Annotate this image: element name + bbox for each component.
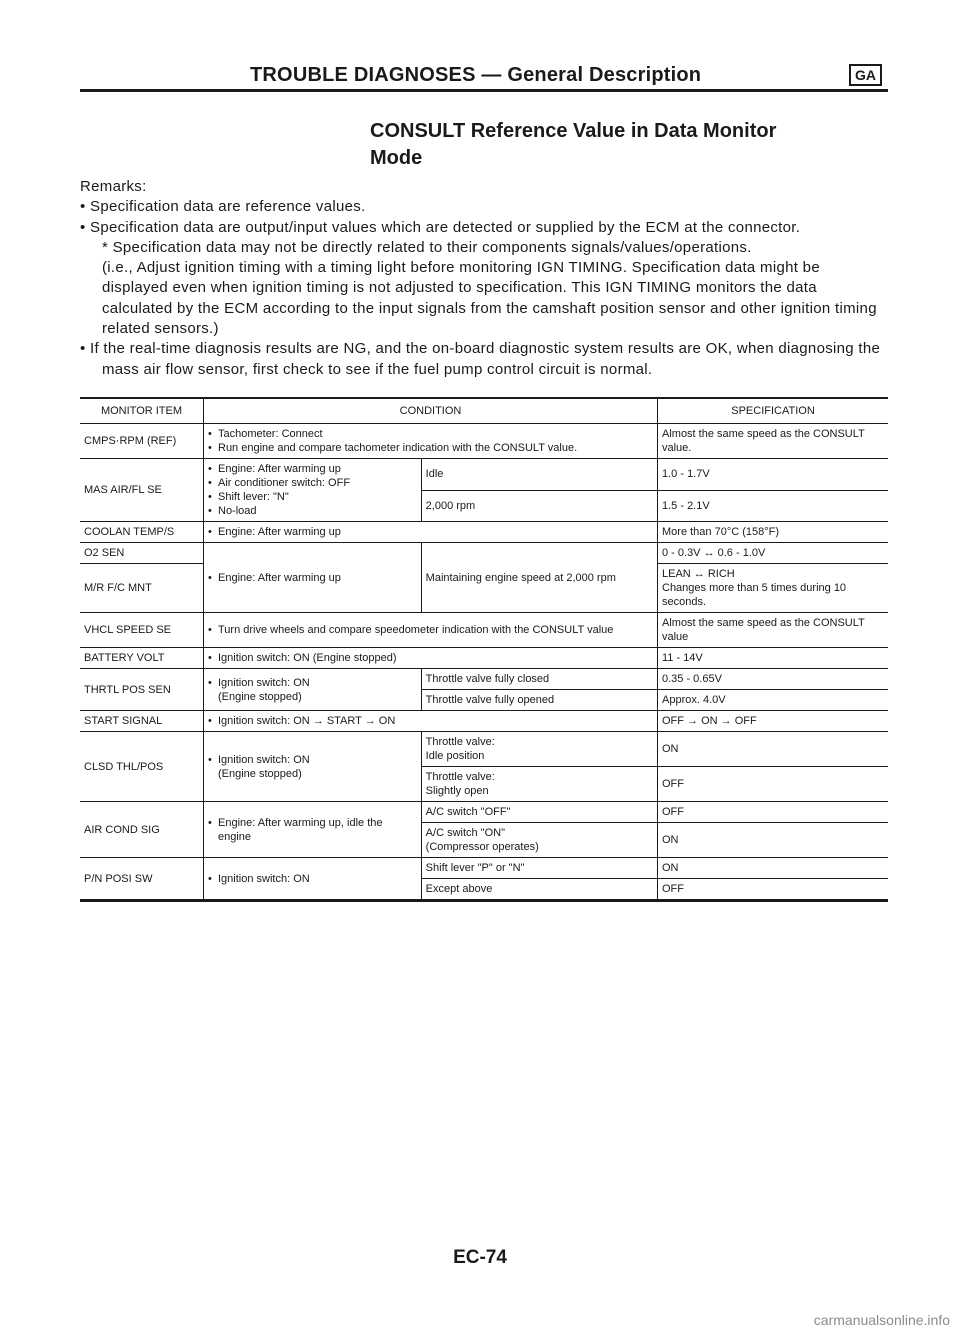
table-row: [80, 858, 888, 879]
remark-note-detail: (i.e., Adjust ignition timing with a timing light before monitoring IGN TIMING. Specification data might be displayed even when ignition timing is not adjusted to specification. This IGN TIMING monitors the data calculated by the ECM according to the input signals from the camshaft position sensor and other ignition timing related sensors.): [102, 259, 877, 338]
sub-condition: Shift lever "P" or "N": [421, 858, 657, 879]
specification: 0.35 - 0.65V: [658, 669, 889, 690]
monitor-item: THRTL POS SEN: [80, 669, 204, 711]
sub-condition: Throttle valve fully opened: [421, 690, 657, 711]
condition: • Turn drive wheels and compare speedometer indication with the CONSULT value: [204, 613, 658, 648]
monitor-item: AIR COND SIG: [80, 802, 204, 858]
condition: • Engine: After warming up • Air conditioner switch: OFF • Shift lever: "N" • No-load: [204, 459, 422, 522]
header-monitor-item: MONITOR ITEM: [80, 398, 204, 424]
monitor-item: CMPS·RPM (REF): [80, 424, 204, 459]
page-number: EC-74: [453, 1247, 507, 1268]
table-row: [80, 802, 888, 823]
table-row: [80, 648, 888, 669]
specification: Almost the same speed as the CONSULT value: [658, 613, 889, 648]
sub-condition: A/C switch "ON" (Compressor operates): [421, 823, 657, 858]
sub-condition: A/C switch "OFF": [421, 802, 657, 823]
condition: • Engine: After warming up: [204, 543, 422, 613]
monitor-item: M/R F/C MNT: [80, 564, 204, 613]
specification: ON: [658, 823, 889, 858]
condition: • Engine: After warming up, idle the engine: [204, 802, 422, 858]
condition: • Ignition switch: ON (Engine stopped): [204, 648, 658, 669]
condition: • Ignition switch: ON (Engine stopped): [204, 669, 422, 711]
table-row: [80, 613, 888, 648]
specification: OFF → ON → OFF: [658, 711, 889, 732]
monitor-item: BATTERY VOLT: [80, 648, 204, 669]
specification: ON: [658, 858, 889, 879]
table-row: [80, 732, 888, 767]
specification: OFF: [658, 767, 889, 802]
table-row: [80, 424, 888, 459]
remark-item: • Specification data are output/input values which are detected or supplied by the ECM at the connector.: [80, 218, 801, 236]
section-title: [370, 118, 776, 172]
condition: • Tachometer: Connect • Run engine and compare tachometer indication with the CONSULT value.: [204, 424, 658, 459]
specification: LEAN ↔ RICH Changes more than 5 times during 10 seconds.: [658, 564, 889, 613]
table-row: [80, 543, 888, 564]
table-row: [80, 522, 888, 543]
specification: Approx. 4.0V: [658, 690, 889, 711]
table-row: [80, 669, 888, 690]
header-specification: SPECIFICATION: [658, 398, 889, 424]
remark-item: • If the real-time diagnosis results are NG, and the on-board diagnostic system results are OK, when diagnosing the mass air flow sensor, first check to see if the fuel pump control circuit is normal.: [80, 340, 881, 378]
monitor-item: VHCL SPEED SE: [80, 613, 204, 648]
sub-condition: 2,000 rpm: [421, 490, 657, 522]
reference-value-table: [80, 397, 888, 902]
header-title: TROUBLE DIAGNOSES — General Description: [250, 64, 702, 86]
section-title-line-2: Mode: [370, 147, 423, 169]
specification: OFF: [658, 802, 889, 823]
sub-condition: Idle: [421, 459, 657, 491]
remarks-label: Remarks:: [80, 178, 147, 195]
remarks: [80, 177, 890, 380]
sub-condition: Maintaining engine speed at 2,000 rpm: [421, 543, 657, 613]
monitor-item: START SIGNAL: [80, 711, 204, 732]
monitor-item: O2 SEN: [80, 543, 204, 564]
monitor-item: MAS AIR/FL SE: [80, 459, 204, 522]
monitor-item: P/N POSI SW: [80, 858, 204, 901]
specification: 0 - 0.3V ↔ 0.6 - 1.0V: [658, 543, 889, 564]
sub-condition: Throttle valve: Idle position: [421, 732, 657, 767]
specification: 1.5 - 2.1V: [658, 490, 889, 522]
table-row: [80, 459, 888, 491]
specification: OFF: [658, 879, 889, 901]
remark-note: * Specification data may not be directly related to their components signals/values/operations.: [102, 238, 752, 256]
table-row: [80, 711, 888, 732]
header-condition: CONDITION: [204, 398, 658, 424]
specification: More than 70°C (158°F): [658, 522, 889, 543]
section-title-line-1: CONSULT Reference Value in Data Monitor: [370, 120, 777, 142]
page-header: [80, 62, 888, 92]
specification: 11 - 14V: [658, 648, 889, 669]
header-rule: [80, 89, 888, 92]
condition: • Ignition switch: ON (Engine stopped): [204, 732, 422, 802]
watermark: carmanualsonline.info: [813, 1312, 950, 1328]
condition: • Ignition switch: ON → START → ON: [204, 711, 658, 732]
condition: • Ignition switch: ON: [204, 858, 422, 901]
sub-condition: Throttle valve: Slightly open: [421, 767, 657, 802]
monitor-item: COOLAN TEMP/S: [80, 522, 204, 543]
section-badge: GA: [849, 64, 882, 86]
specification: 1.0 - 1.7V: [658, 459, 889, 491]
sub-condition: Throttle valve fully closed: [421, 669, 657, 690]
table-header-row: [80, 398, 888, 424]
specification: Almost the same speed as the CONSULT value.: [658, 424, 889, 459]
remark-item: • Specification data are reference values.: [80, 198, 366, 216]
monitor-item: CLSD THL/POS: [80, 732, 204, 802]
sub-condition: Except above: [421, 879, 657, 901]
condition: • Engine: After warming up: [204, 522, 658, 543]
specification: ON: [658, 732, 889, 767]
